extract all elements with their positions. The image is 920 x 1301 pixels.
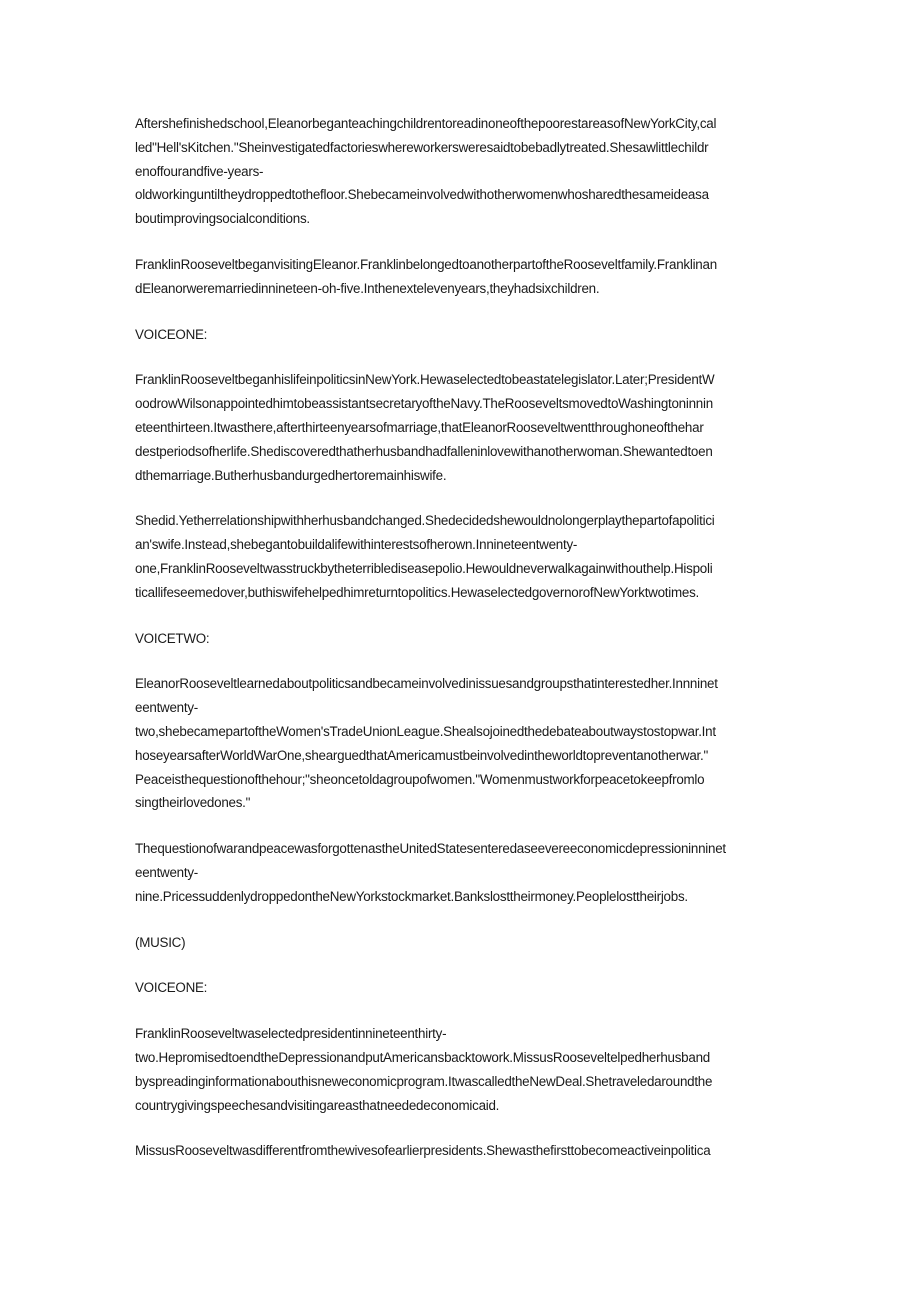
text-line: oldworkinguntiltheydroppedtothefloor.Shebecameinvolvedwithotherwomenwhosharedthesameideasa xyxy=(135,187,709,203)
text-line: two,shebecamepartoftheWomen'sTradeUnionLeague.Shealsojoinedthedebateaboutwaystostopwar.Int xyxy=(135,723,716,739)
text-line: one,FranklinRooseveltwasstruckbytheterriblediseasepolio.Hewouldneverwalkagainwithouthelp.Hispoli xyxy=(135,560,713,576)
paragraph-new-deal xyxy=(135,1022,787,1117)
text-line: VOICEONE: xyxy=(135,326,208,342)
text-line: Aftershefinishedschool,EleanorbeganteachingchildrentoreadinoneofthepoorestareasofNewYorkCity,cal xyxy=(135,116,717,131)
speaker-label xyxy=(135,627,787,651)
text-line: oodrowWilsonappointedhimtobeassistantsecretaryoftheNavy.TheRooseveltsmovedtoWashingtoninnin xyxy=(135,396,713,412)
text-line: destperiodsofherlife.Shediscoveredthatherhusbandhadfalleninlovewithanotherwoman.Shewantedtoen xyxy=(135,443,713,459)
paragraph-marriage xyxy=(135,253,787,301)
text-line: countrygivingspeechesandvisitingareasthatneededeconomicaid. xyxy=(135,1097,500,1113)
text-line: Peaceisthequestionofthehour;"sheoncetoldagroupofwomen."Womenmustworkforpeacetokeepfromlo xyxy=(135,771,705,787)
paragraph-depression xyxy=(135,837,787,908)
text-line: boutimprovingsocialconditions. xyxy=(135,211,310,227)
text-line: (MUSIC) xyxy=(135,934,186,950)
text-line: an'swife.Instead,shebegantobuildalifewithinterestsofherown.Innineteentwenty- xyxy=(135,537,578,553)
paragraph-first-lady-difference xyxy=(135,1139,787,1163)
text-line: FranklinRooseveltbeganhislifeinpoliticsinNewYork.Hewaselectedtobeastatelegislator.Later;PresidentW xyxy=(135,372,715,388)
paragraph-polio xyxy=(135,509,787,604)
text-line: ThequestionofwarandpeacewasforgottenastheUnitedStatesenteredaseevereeconomicdepressioninninet xyxy=(135,841,726,857)
text-line: hoseyearsafterWorldWarOne,shearguedthatAmericamustbeinvolvedintheworldtopreventanotherwar." xyxy=(135,747,708,763)
paragraph-school-teaching xyxy=(135,112,787,231)
text-line: FranklinRooseveltwaselectedpresidentinnineteenthirty- xyxy=(135,1026,447,1042)
text-line: singtheirlovedones." xyxy=(135,795,251,811)
text-line: VOICEONE: xyxy=(135,980,208,996)
paragraph-womens-trade-union xyxy=(135,672,787,815)
paragraph-politics-new-york xyxy=(135,368,787,487)
text-line: eentwenty- xyxy=(135,700,199,716)
text-line: dEleanorweremarriedinnineteen-oh-five.Inthenextelevenyears,theyhadsixchildren. xyxy=(135,280,600,296)
text-line: MissusRooseveltwasdifferentfromthewivesofearlierpresidents.Shewasthefirsttobecomeactiveinpolitica xyxy=(135,1143,711,1159)
text-line: ticallifeseemedover,buthiswifehelpedhimreturntopolitics.HewaselectedgovernorofNewYorktwotimes. xyxy=(135,584,699,600)
document-body xyxy=(135,112,787,1185)
text-line: nine.PricessuddenlydroppedontheNewYorkstockmarket.Bankslosttheirmoney.Peoplelosttheirjobs. xyxy=(135,888,688,904)
text-line: eteenthirteen.Itwasthere,afterthirteenyearsofmarriage,thatEleanorRooseveltwentthroughoneofthehar xyxy=(135,419,704,435)
text-line: VOICETWO: xyxy=(135,630,210,646)
text-line: Shedid.Yetherrelationshipwithherhusbandchanged.Shedecidedshewouldnolongerplaythepartofapolitici xyxy=(135,513,715,529)
text-line: eentwenty- xyxy=(135,864,199,880)
text-line: dthemarriage.Butherhusbandurgedhertoremainhiswife. xyxy=(135,467,447,483)
text-line: EleanorRooseveltlearnedaboutpoliticsandbecameinvolvedinissuesandgroupsthatinterestedher.Innninet xyxy=(135,676,718,692)
text-line: byspreadinginformationabouthisneweconomicprogram.ItwascalledtheNewDeal.Shetraveledaroundthe xyxy=(135,1073,713,1089)
text-line: FranklinRooseveltbeganvisitingEleanor.FranklinbelongedtoanotherpartoftheRooseveltfamily.Franklinan xyxy=(135,256,717,272)
speaker-label xyxy=(135,323,787,347)
text-line: led"Hell'sKitchen."Sheinvestigatedfactorieswhereworkersweresaidtobebadlytreated.Shesawlittlechildr xyxy=(135,139,709,155)
text-line: two.HepromisedtoendtheDepressionandputAmericansbacktowork.MissusRooseveltelpedherhusband xyxy=(135,1049,710,1065)
text-line: enoffourandfive-years- xyxy=(135,163,264,179)
music-cue xyxy=(135,931,787,955)
speaker-label xyxy=(135,976,787,1000)
